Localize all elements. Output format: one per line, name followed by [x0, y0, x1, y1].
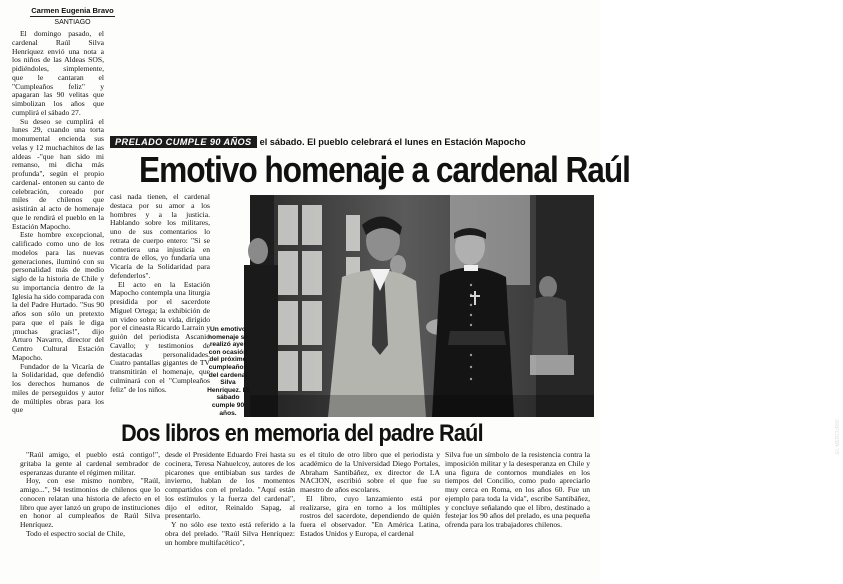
books-column-2	[165, 451, 295, 579]
byline-author: Carmen Eugenia Bravo	[31, 6, 114, 15]
kicker-deck: el sábado. El pueblo celebrará el lunes en Estación Mapocho	[259, 137, 526, 147]
article-column-1	[12, 30, 104, 415]
paragraph: Su deseo se cumplirá el lunes 29, cuando una torta monumental encienda sus velas y 12 muchachitos de las aldeas -"que han sido mi remanso, mi dicha más profunda", según el propio cardenal- entonen su canto de celebración, coreado por miles de chilenos que asistirán al acto de homenaje que le rendirá el pueblo en la Estación Mapocho.	[12, 116, 104, 231]
paragraph: Todo el espectro social de Chile,	[26, 528, 126, 538]
article-column-2	[110, 193, 210, 415]
photo-illustration	[250, 195, 594, 417]
kicker-tag: PRELADO CUMPLE 90 AÑOS	[110, 136, 257, 148]
paragraph: El acto en la Estación Mapocho contempla una liturgia presidida por el sacerdote Miguel Ortega; la exhibición de un video sobre su vida, dirigido por el cineasta Ricardo Larrain y guión del periodista Ascanio Cavallo; y testimonios de destacadas personalidades. Cuatro pantallas gigantes de TV transmitirán el homenaje, que culminará con el "Cumpleaños feliz" de los niños.	[110, 279, 210, 394]
paragraph: "Raúl amigo, el pueblo está contigo!", gritaba la gente al cardenal sembrador de esperanzas durante el régimen militar.	[20, 450, 160, 477]
paragraph: El domingo pasado, el cardenal Raúl Silva Henríquez envió una nota a los niños de las Aldeas SOS, pidiéndoles, simplemente, que le cantaran el "Cumpleaños feliz" y apagaran las 90 velitas que simbolizan los años que cumplirá el sábado 27.	[12, 29, 104, 117]
byline-place: SANTIAGO	[54, 19, 91, 26]
kicker	[110, 136, 594, 148]
paragraph: Y no sólo ese texto está referido a la obra del prelado. "Raúl Silva Henríquez: un hombre multifacético",	[165, 520, 295, 547]
paragraph: Fundador de la Vicaría de la Solidaridad, que defendió los derechos humanos de miles de perseguidos y autor de múltiples obras para los que	[12, 361, 104, 415]
photo-credit: EL MERCURIO	[835, 419, 841, 454]
paragraph: El libro, cuyo lanzamiento está por realizarse, gira en torno a los múltiples rostros del sacerdote, dependiendo de quién fuera el observador. "En América Latina, Estados Unidos y Europa, el cardenal	[300, 493, 440, 538]
paragraph: desde el Presidente Eduardo Frei hasta su cocinera, Teresa Nahuelcoy, autores de los picarones que entibiaban sus tardes de invierno, hablan de los momentos compartidos con el prelado. "Aquí están los estímulos y la fuerza del cardenal", dijo el editor, Reinaldo Sapag, al presentarlo.	[165, 450, 295, 521]
headline: Emotivo homenaje a cardenal Raúl	[139, 149, 630, 190]
paragraph: Este hombre excepcional, calificado como uno de los modelos para las nuevas generaciones, iluminó con su personalidad más de medio siglo de la historia de Chile y su importancia dentro de la Iglesia ha sido comparada con la del Padre Hurtado. "Sus 90 años son sólo un pretexto para que el país le diga ¡muchas gracias!", dijo Arturo Navarro, director del Centro Cultural Estación Mapocho.	[12, 230, 104, 362]
books-column-3	[300, 451, 440, 579]
sub-headline: Dos libros en memoria del padre Raúl	[121, 420, 483, 447]
byline-rule	[30, 16, 115, 17]
photo-caption: Un emotivo homenaje se realizó ayer con ocasión del próximo cumpleaños del cardenal Silva Henríquez. El sábado cumple 90 años.	[207, 326, 249, 417]
paragraph: casi nada tienen, el cardenal destaca por su amor a los hombres y a la justicia. Hablando sobre los militares, uno de sus comentarios lo retrata de cuerpo entero: "Si se cometiera una injusticia en contra de ellos, yo fundaría una Vicaría de la Solidaridad para defenderlos".	[110, 192, 210, 280]
paragraph: es el título de otro libro que el periodista y académico de la Universidad Diego Portales, Abraham Santibáñez, ex director de LA NACION, escribió sobre el que fue su maestro de años escolares.	[300, 450, 440, 494]
books-column-4	[445, 451, 590, 579]
paragraph: Silva fue un símbolo de la resistencia contra la imposición militar y la desesperanza en Chile y una figura de contornos mundiales en los tiempos del Concilio, como pudo apreciarlo muy cerca en Roma, en los años 60. Fue un ejemplo para toda la vida", escribe Santibáñez, y concluye señalando que el libro, destinado a festejar los 90 años del prelado, es una pequeña ofrenda para los trabajadores chilenos.	[445, 450, 590, 529]
paragraph: Hoy, con ese mismo nombre, "Raúl, amigo...", 94 testimonios de chilenos que lo conocen relatan una historia de afecto en el libro que ayer lanzó un grupo de instituciones en honor al cumpleaños de Raúl Silva Henríquez.	[20, 476, 160, 529]
books-column-1	[20, 451, 160, 579]
byline	[30, 6, 115, 27]
